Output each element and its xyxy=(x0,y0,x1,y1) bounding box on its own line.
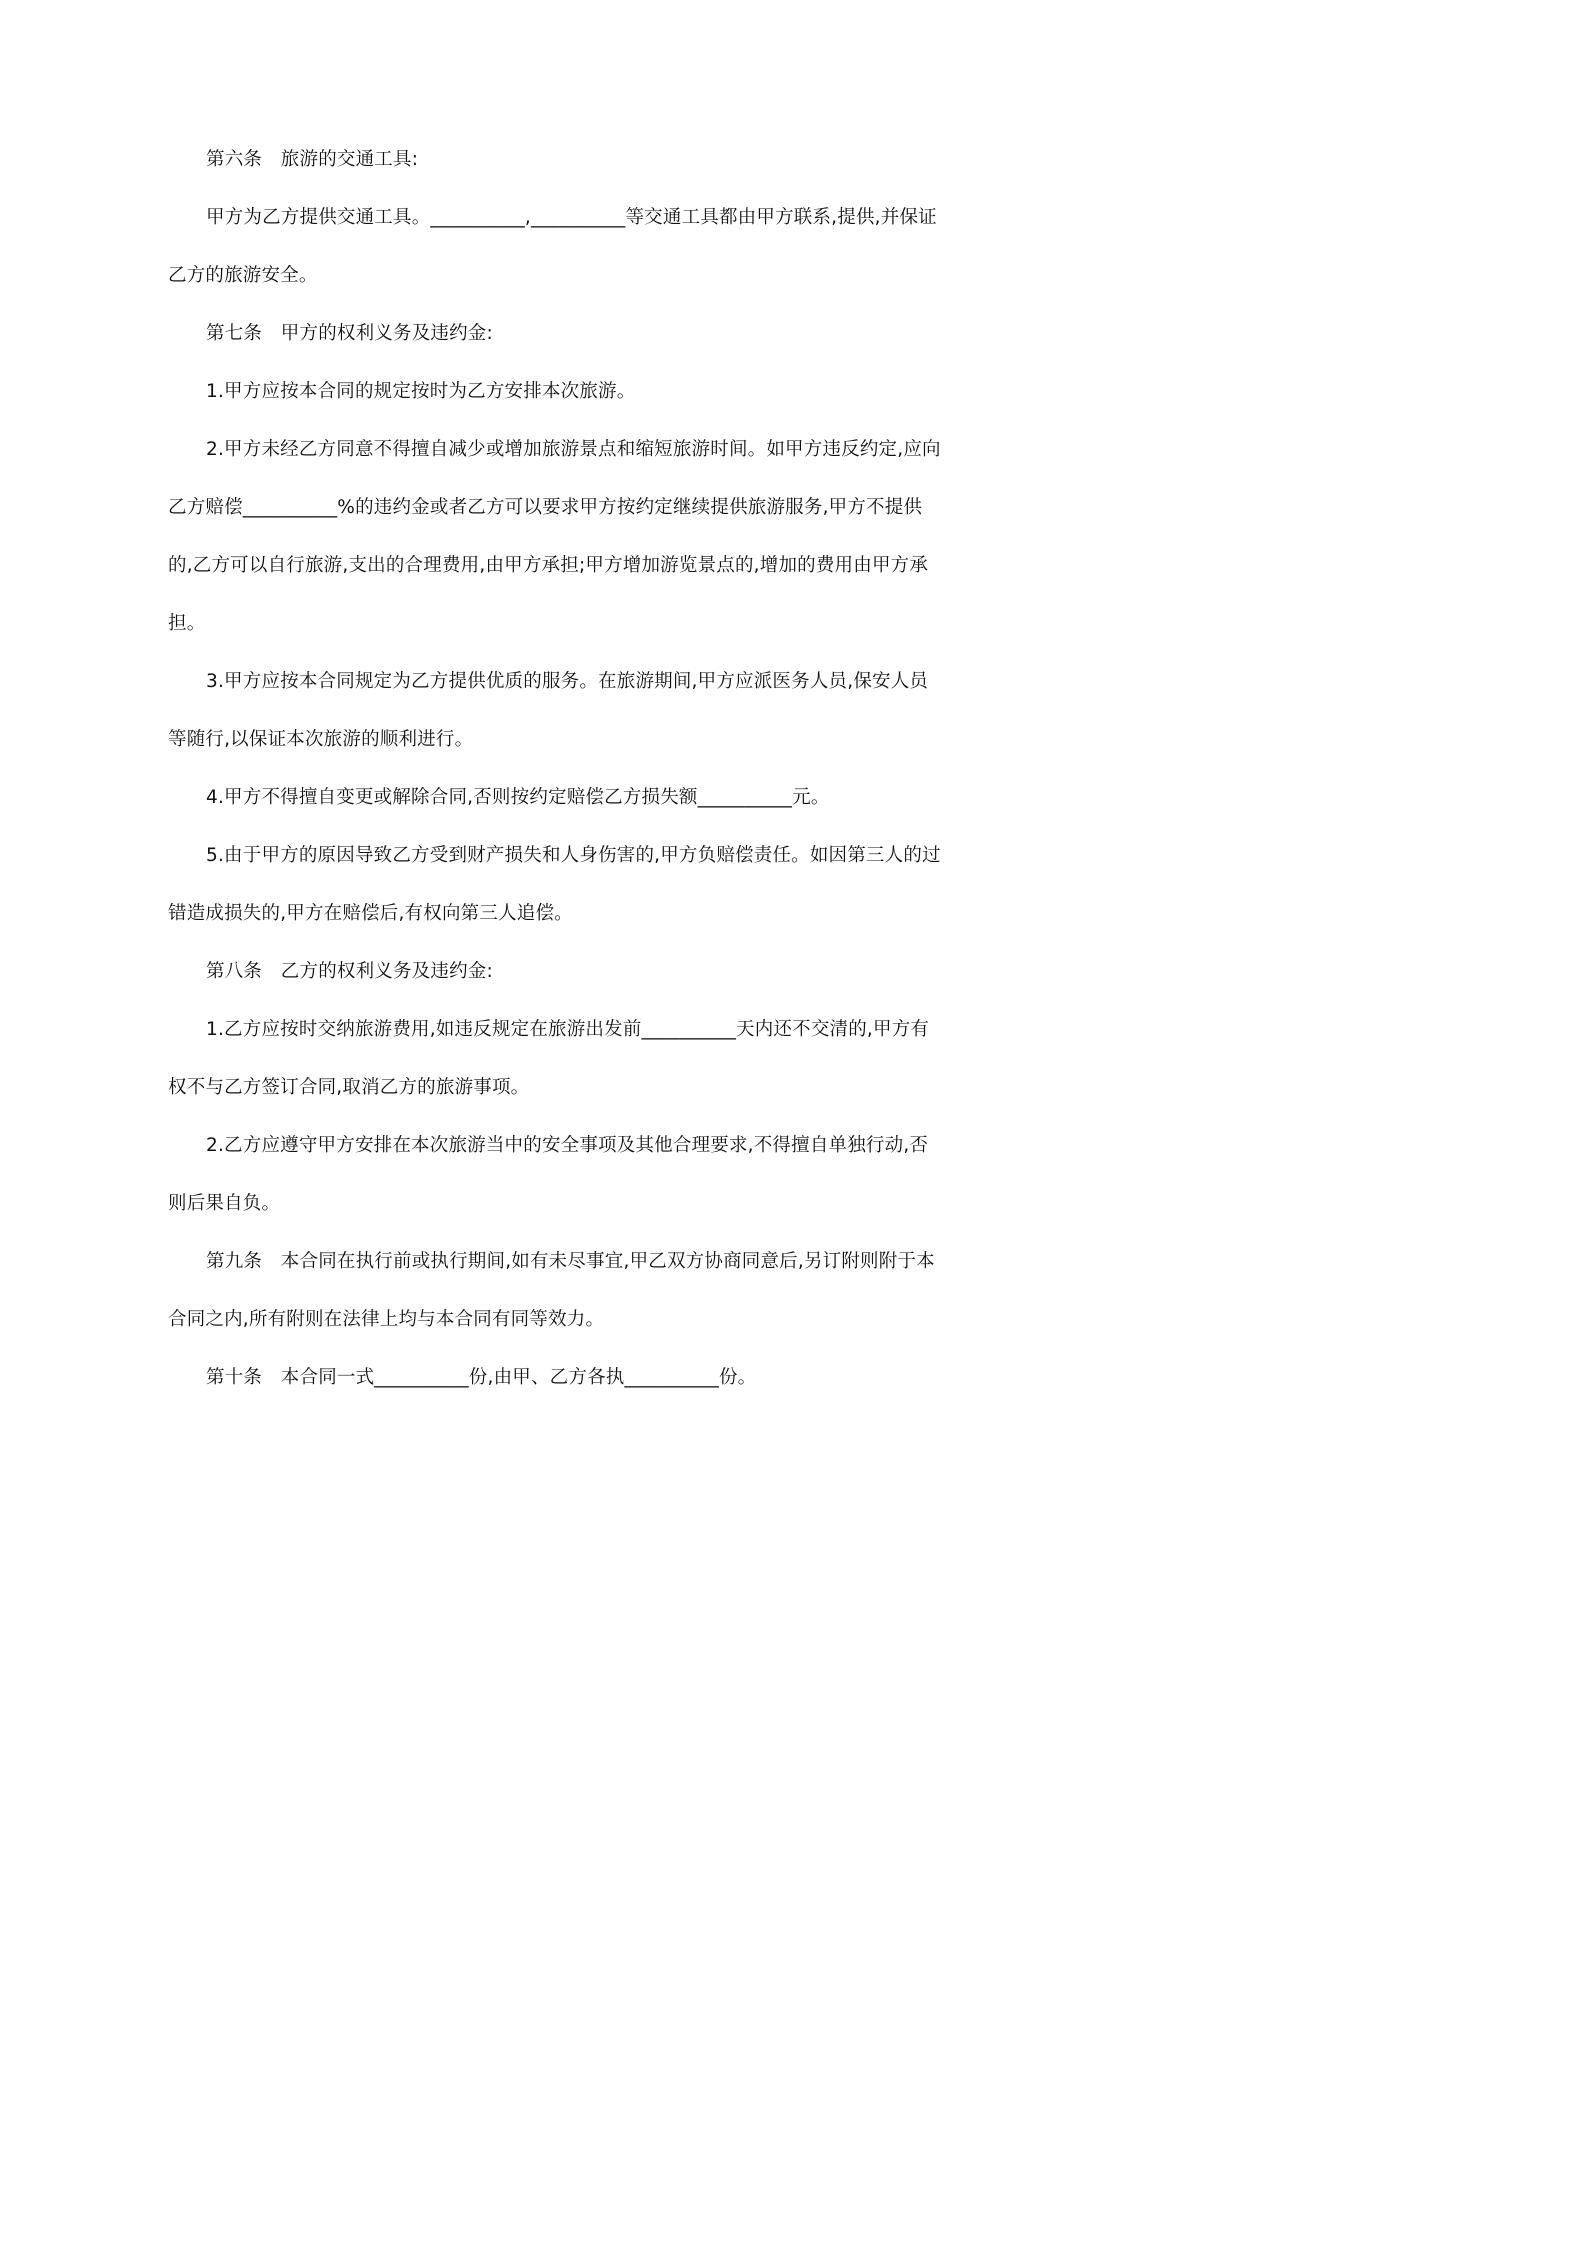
article-9: 第九条 本合同在执行前或执行期间,如有未尽事宜,甲乙双方协商同意后,另订附则附于本合同之内,所有附则在法律上均与本合同有同等效力。 xyxy=(168,1251,935,1330)
article-7-item-5: 5.由于甲方的原因导致乙方受到财产损失和人身伤害的,甲方负赔偿责任。如因第三人的过错造成损失的,甲方在赔偿后,有权向第三人追偿。 xyxy=(168,845,941,924)
article-6-body: 甲方为乙方提供交通工具。__________,__________等交通工具都由甲方联系,提供,并保证乙方的旅游安全。 xyxy=(168,207,937,286)
article-8-item-2: 2.乙方应遵守甲方安排在本次旅游当中的安全事项及其他合理要求,不得擅自单独行动,否则后果自负。 xyxy=(168,1135,929,1214)
article-7-heading: 第七条 甲方的权利义务及违约金: xyxy=(206,323,493,344)
article-7-item-4: 4.甲方不得擅自变更或解除合同,否则按约定赔偿乙方损失额__________元。 xyxy=(206,787,830,808)
article-7-item-3: 3.甲方应按本合同规定为乙方提供优质的服务。在旅游期间,甲方应派医务人员,保安人员等随行,以保证本次旅游的顺利进行。 xyxy=(168,671,929,750)
article-7-item-1: 1.甲方应按本合同的规定按时为乙方安排本次旅游。 xyxy=(206,381,636,402)
article-8-heading: 第八条 乙方的权利义务及违约金: xyxy=(206,961,493,982)
article-8-item-1: 1.乙方应按时交纳旅游费用,如违反规定在旅游出发前__________天内还不交清的,甲方有权不与乙方签订合同,取消乙方的旅游事项。 xyxy=(168,1019,930,1098)
document-page xyxy=(0,0,1100,1556)
article-6-heading: 第六条 旅游的交通工具: xyxy=(206,149,419,170)
article-10: 第十条 本合同一式__________份,由甲、乙方各执__________份。 xyxy=(206,1367,757,1388)
article-7-item-2: 2.甲方未经乙方同意不得擅自减少或增加旅游景点和缩短旅游时间。如甲方违反约定,应向乙方赔偿__________%的违约金或者乙方可以要求甲方按约定继续提供旅游服务,甲方不提供的,乙方可以自行旅游,支出的合理费用,由甲方承担;甲方增加游览景点的,增加的费用由甲方承担。 xyxy=(168,439,941,634)
